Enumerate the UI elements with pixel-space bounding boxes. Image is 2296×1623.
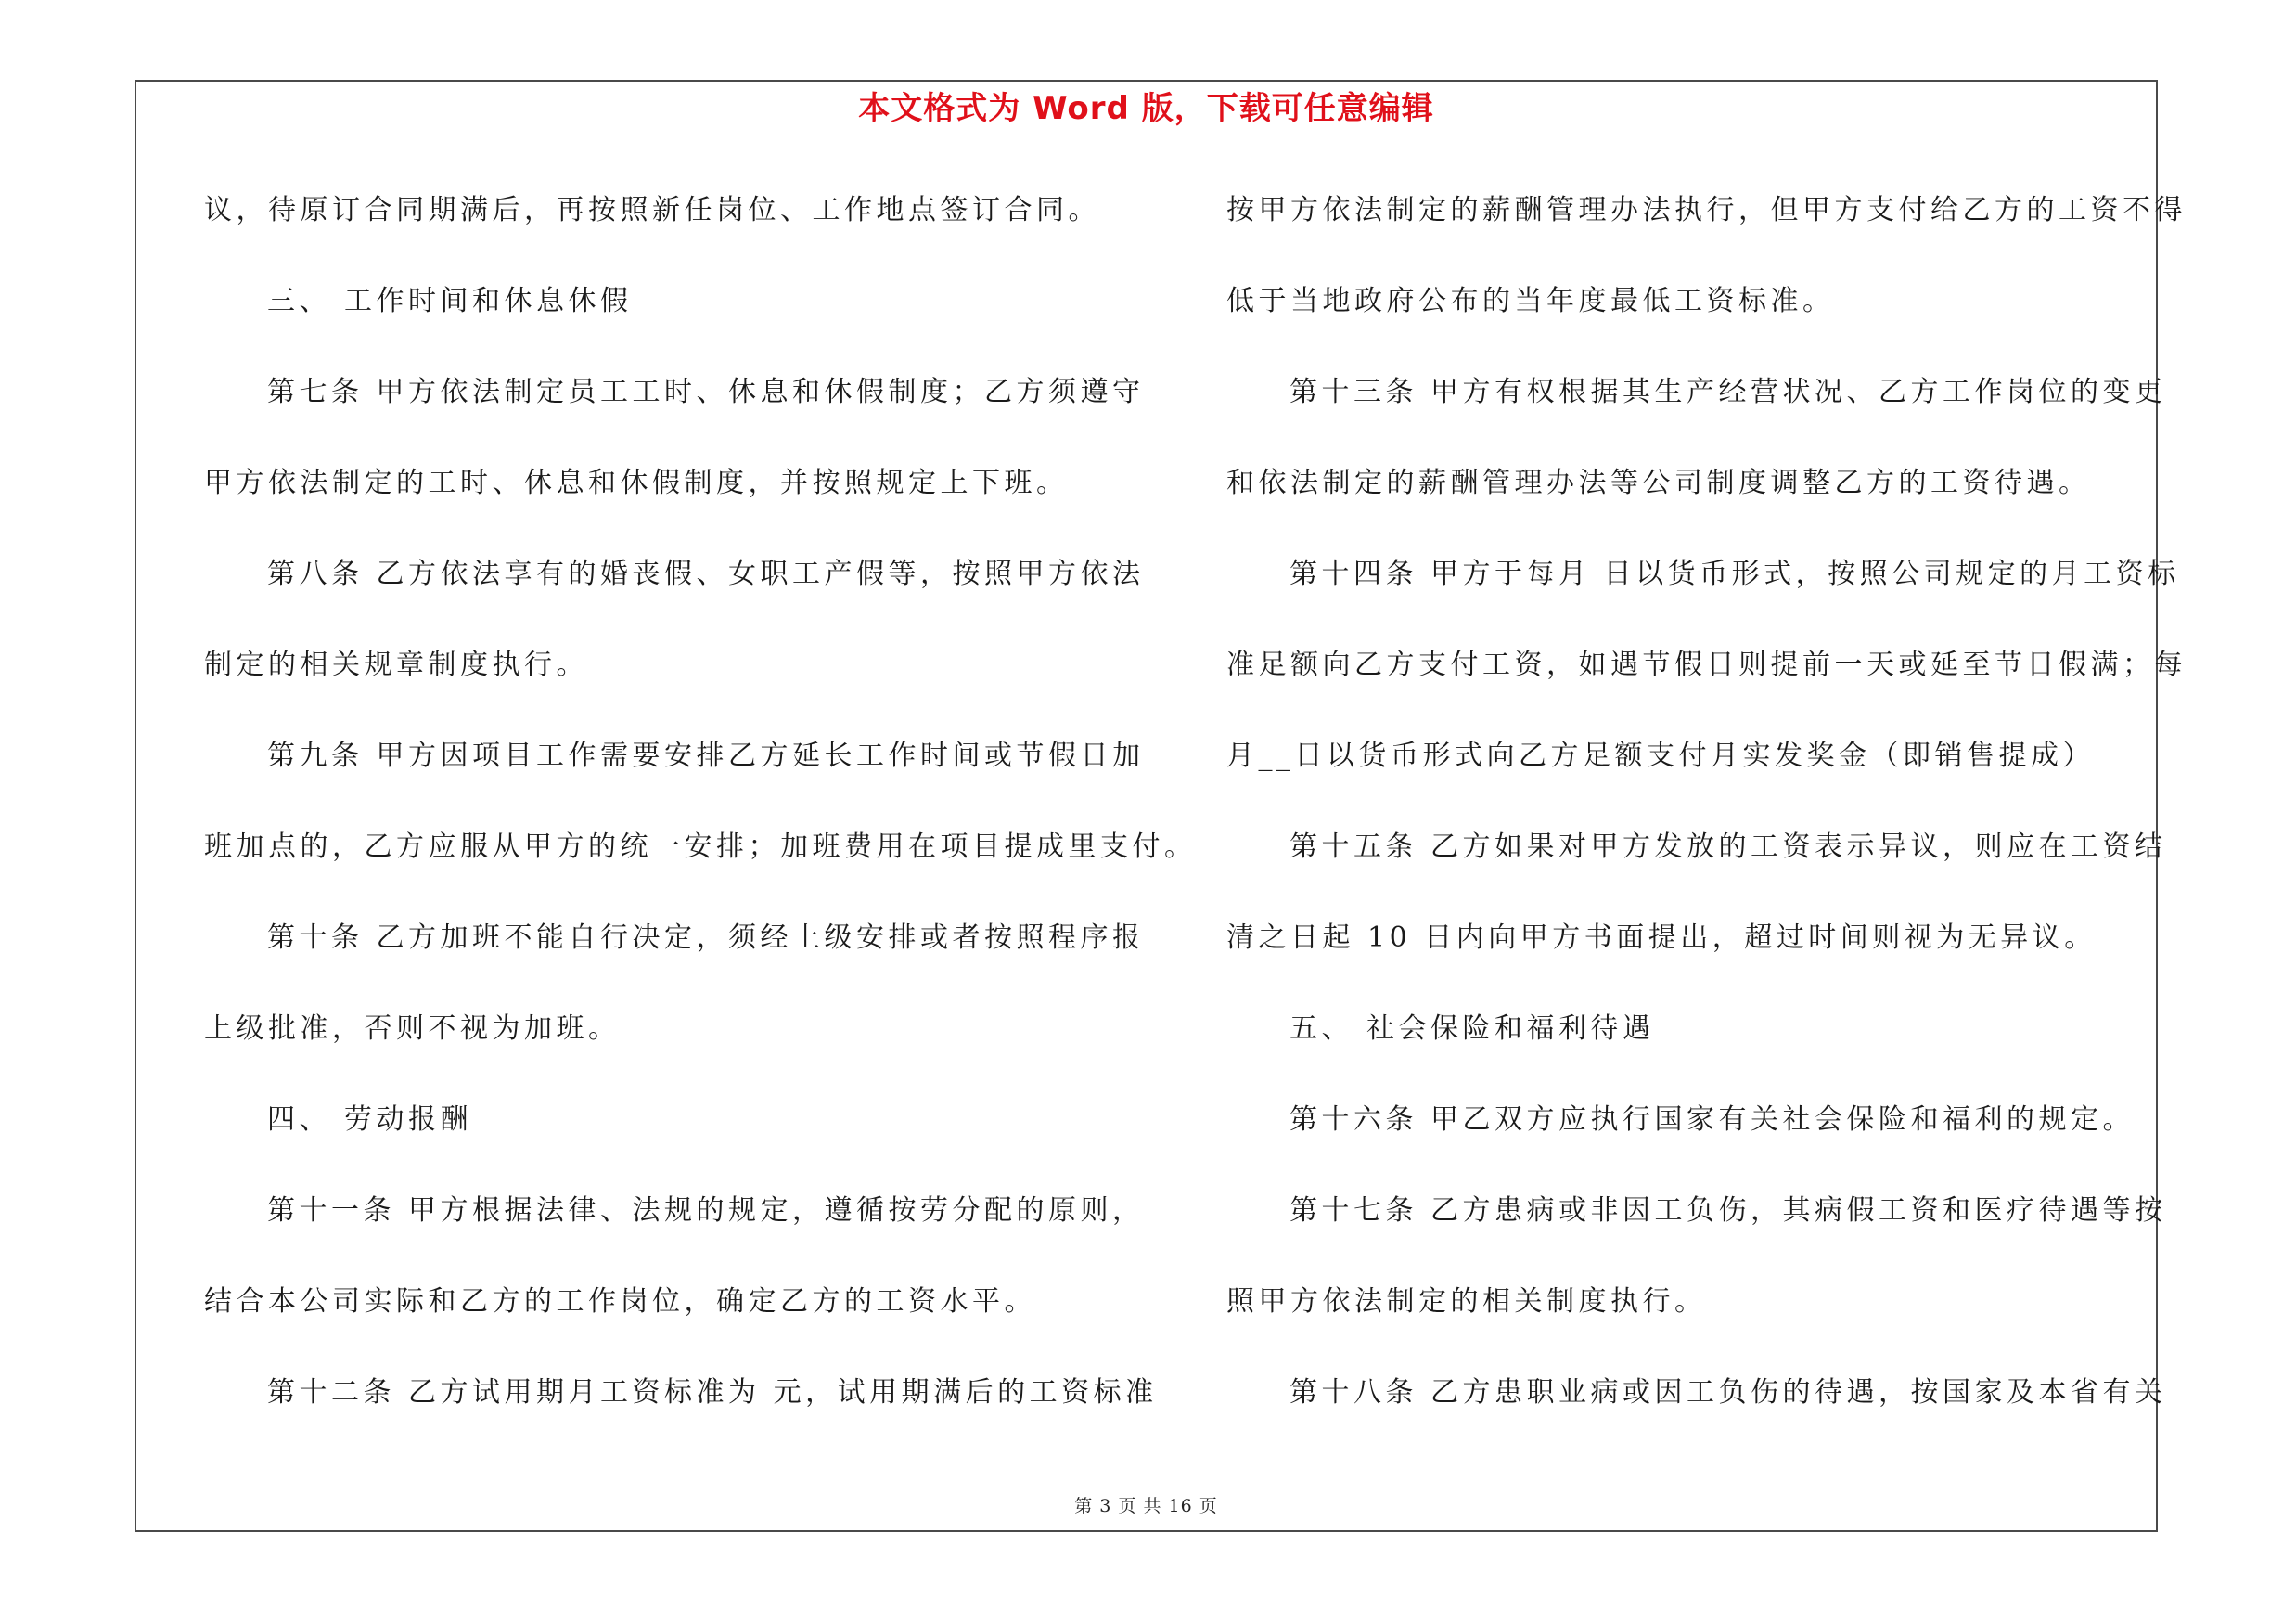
text-line: 五、 社会保险和福利待遇 [1289,1012,1655,1045]
text-line: 第十二条 乙方试用期月工资标准为 元，试用期满后的工资标准 [267,1376,1158,1409]
text-line: 第十七条 乙方患病或非因工负伤，其病假工资和医疗待遇等按 [1289,1194,2167,1227]
text-line: 议，待原订合同期满后，再按照新任岗位、工作地点签订合同。 [204,194,1100,226]
page-footer: 第 3 页 共 16 页 [1074,1496,1218,1516]
format-banner: 本文格式为 Word 版，下载可任意编辑 [858,90,1434,127]
text-line: 第十四条 甲方于每月 日以货币形式，按照公司规定的月工资标 [1289,558,2180,590]
text-line: 第八条 乙方依法享有的婚丧假、女职工产假等，按照甲方依法 [267,558,1145,590]
text-line: 结合本公司实际和乙方的工作岗位，确定乙方的工资水平。 [204,1285,1036,1318]
text-line: 第七条 甲方依法制定员工工时、休息和休假制度；乙方须遵守 [267,376,1145,408]
text-line: 准足额向乙方支付工资，如遇节假日则提前一天或延至节日假满；每 [1226,649,2187,681]
text-line: 四、 劳动报酬 [267,1103,473,1136]
text-line: 第十条 乙方加班不能自行决定，须经上级安排或者按照程序报 [267,921,1145,954]
right-column [1226,182,2187,1455]
text-line: 第十三条 甲方有权根据其生产经营状况、乙方工作岗位的变更 [1289,376,2167,408]
text-line: 清之日起 10 日内向甲方书面提出，超过时间则视为无异议。 [1226,921,2097,954]
text-line: 第九条 甲方因项目工作需要安排乙方延长工作时间或节假日加 [267,740,1145,772]
left-column [204,182,1197,1455]
text-line: 低于当地政府公布的当年度最低工资标准。 [1226,285,1835,317]
text-line: 照甲方依法制定的相关制度执行。 [1226,1285,1707,1318]
text-line: 和依法制定的薪酬管理办法等公司制度调整乙方的工资待遇。 [1226,467,2091,499]
text-line: 制定的相关规章制度执行。 [204,649,588,681]
text-line: 第十五条 乙方如果对甲方发放的工资表示异议，则应在工资结 [1289,831,2167,863]
text-line: 班加点的，乙方应服从甲方的统一安排；加班费用在项目提成里支付。 [204,831,1197,863]
text-line: 三、 工作时间和休息休假 [267,285,633,317]
text-line: 甲方依法制定的工时、休息和休假制度，并按照规定上下班。 [204,467,1069,499]
text-line: 上级批准，否则不视为加班。 [204,1012,621,1045]
text-line: 月__日以货币形式向乙方足额支付月实发奖金（即销售提成） [1226,740,2095,772]
text-line: 第十八条 乙方患职业病或因工负伤的待遇，按国家及本省有关 [1289,1376,2167,1409]
text-line: 第十六条 甲乙双方应执行国家有关社会保险和福利的规定。 [1289,1103,2136,1136]
text-line: 第十一条 甲方根据法律、法规的规定，遵循按劳分配的原则， [267,1194,1145,1227]
text-line: 按甲方依法制定的薪酬管理办法执行，但甲方支付给乙方的工资不得 [1226,194,2187,226]
